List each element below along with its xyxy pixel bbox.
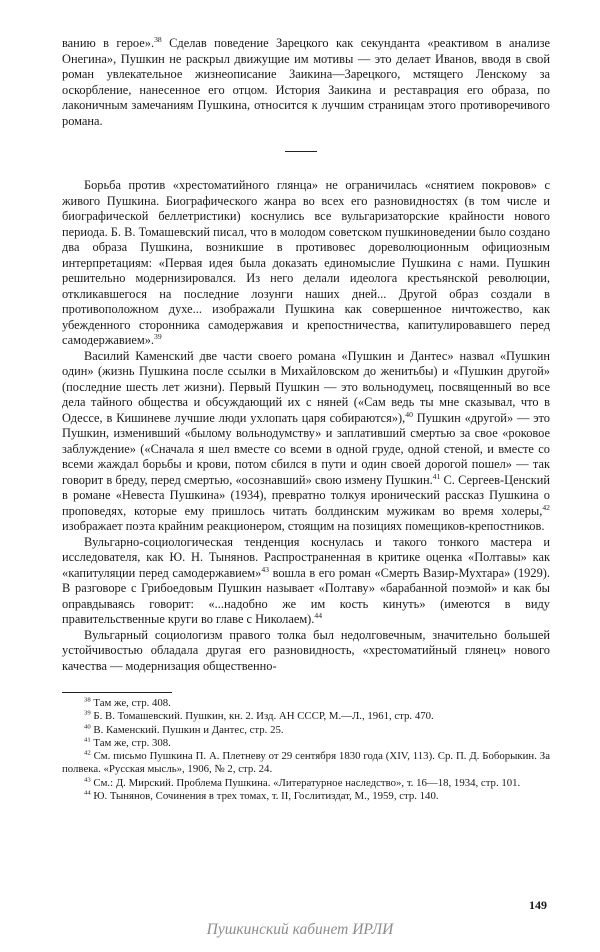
footnote-text: См.: Д. Мирский. Проблема Пушкина. «Литературное наследство», т. 16—18, 1934, стр. 101.	[93, 776, 521, 789]
footnote-38	[62, 697, 550, 710]
paragraph-3-text-a: Вульгарно-социологическая тенденция коснулась и такого тонкого мастера и исследователя, как Ю. Н. Тынянов. Распространенная в критике оценка «Полтавы» как «капитуляции перед самодержавием»	[62, 534, 550, 580]
footnote-text: Б. В. Томашевский. Пушкин, кн. 2. Изд. АН СССР, М.—Л., 1961, стр. 470.	[93, 710, 434, 723]
library-stamp: Пушкинский кабинет ИРЛИ	[206, 921, 394, 938]
paragraph-2-text-d: изображает поэта крайним реакционером, стоящим на позициях помещиков-крепостников.	[62, 519, 545, 533]
footnote-ref-38[interactable]: 38	[154, 34, 162, 44]
footnote-ref-44[interactable]: 44	[314, 610, 323, 620]
footnote-39	[62, 710, 550, 723]
footnote-text: В. Каменский. Пушкин и Дантес, стр. 25.	[93, 723, 284, 736]
footnote-ref-43[interactable]: 43	[261, 564, 270, 574]
paragraph-2-text-c: С. Сергеев-Ценский в романе «Невеста Пушкина» (1934), превратно толкуя иронический рассказ Пушкина о проповедях, которые ему пришлось читать болдинским мужикам во время холеры,	[62, 472, 550, 518]
footnote-41	[62, 737, 550, 750]
footnote-ref-39[interactable]: 39	[154, 331, 162, 341]
footnote-number: 43	[84, 776, 91, 784]
paragraph-4-text: Вульгарный социологизм правого толка был недолговечным, значительно большей устойчивостью обладала другая его разновидность, «хрестоматийный глянец» нового качества — модернизация общественно-	[62, 627, 550, 673]
section-divider	[285, 151, 317, 152]
footnote-44	[62, 790, 550, 803]
footnotes	[62, 697, 550, 803]
paragraph-1-text: Борьба против «хрестоматийного глянца» не ограничилась «снятием покровов» с живого Пушкина. Биографического жанра во всех его разновидностях (в том числе и биографической беллетристики) коснулись все вульгаризаторские крайности нового периода. Б. В. Томашевский писал, что в молодом советском пушкиноведении было создано два образа Пушкина, возникшие в противовес дореволюционным официозным интерпретациям: «Первая идея была доказать единомыслие Пушкина с нами. Пушкин решительно модернизировался. Из него делали идеолога крестьянской революции, откликавшегося на последние лозунги наших дней... Другой образ создали в противоположном духе... изображали Пушкина как совершенное ничтожество, как убежденного сторонника самодержавия и крепостничества, капитулировавшего перед самодержавием».	[62, 178, 551, 347]
intro-text-1: ванию в герое».	[62, 36, 155, 50]
footnote-text: Там же, стр. 408.	[93, 697, 171, 709]
footnote-number: 38	[84, 696, 91, 704]
footnote-40	[62, 724, 550, 737]
paragraph-3	[62, 535, 550, 628]
footnote-number: 39	[84, 709, 91, 717]
footnote-number: 41	[84, 736, 91, 744]
intro-text-2: Сделав поведение Зарецкого как секунданта «реактивом в анализе Онегина», Пушкин не раскрыл движущие им мотивы — это делает Иванов, вводя в свой роман увлекательное жизнеописание Заикина—Зарецкого, мстящего Ленскому за оскорбление, нанесенное его отцом. История Заикина и реставрация его образа, по лаконичным замечаниям Пушкина, относится к лучшим страницам этого противоречивого романа.	[62, 36, 550, 128]
footnote-number: 44	[84, 789, 91, 797]
paragraph-2	[62, 349, 550, 535]
footnote-text: Ю. Тынянов, Сочинения в трех томах, т. II, Гослитиздат, М., 1959, стр. 140.	[93, 790, 439, 803]
footnote-number: 40	[84, 723, 91, 730]
footnote-rule	[62, 692, 172, 693]
footnote-text: Там же, стр. 308.	[93, 736, 171, 749]
paragraph-2-text-b: Пушкин «другой» — это Пушкин, изменивший «былому вольнодумству» и заплативший смертью за свое «роковое заблуждение» («Сначала я шел вместе со всеми в одной груде, одной стеной, и вместе со всеми жаждал борьбы и крови, потом сбился в пути и один своей дорогой пошел» — так говорит в бреду, перед смертью, «осознавший» свою измену Пушкин.	[62, 410, 550, 487]
main-text	[62, 178, 550, 674]
intro-paragraph	[62, 36, 550, 129]
paragraph-2-text-a: Василий Каменский две части своего романа «Пушкин и Дантес» назвал «Пушкин один» (жизнь Пушкина после ссылки в Михайловском до женитьбы) и «Пушкин другой» (последние шесть лет жизни). Первый Пушкин — это вольнодумец, посвященный во все дела тайного общества и обсуждающий их с няней («Сам ведь ты мне сказывал, что в Одессе, в Кишиневе лучшие люди ухлопать царя собираются»),	[62, 348, 550, 425]
footnote-text: См. письмо Пушкина П. А. Плетневу от 29 сентября 1830 года (XIV, 113). Ср. П. Д. Боборыкин. За полвека. «Русская мысль», 1906, № 2, стр. 24.	[62, 750, 550, 776]
footnote-43	[62, 777, 550, 790]
paragraph-1	[62, 178, 550, 349]
footnote-ref-41[interactable]: 41	[432, 471, 441, 481]
paragraph-4	[62, 628, 550, 675]
paragraph-3-text-b: вошла в его роман «Смерть Вазир-Мухтара» (1929). В разговоре с Грибоедовым Пушкин называет «Полтаву» «барабанной поэмой» и как бы оправдываясь говорит: «...надобно же им кость кинуть» (имеются в виду правительственные круги во главе с Николаем).	[62, 565, 550, 626]
page-number: 149	[529, 898, 547, 912]
footnote-ref-40[interactable]: 40	[405, 409, 413, 419]
footnote-42	[62, 750, 550, 777]
footnote-ref-42[interactable]: 42	[542, 502, 550, 512]
footnote-number: 42	[84, 749, 91, 757]
